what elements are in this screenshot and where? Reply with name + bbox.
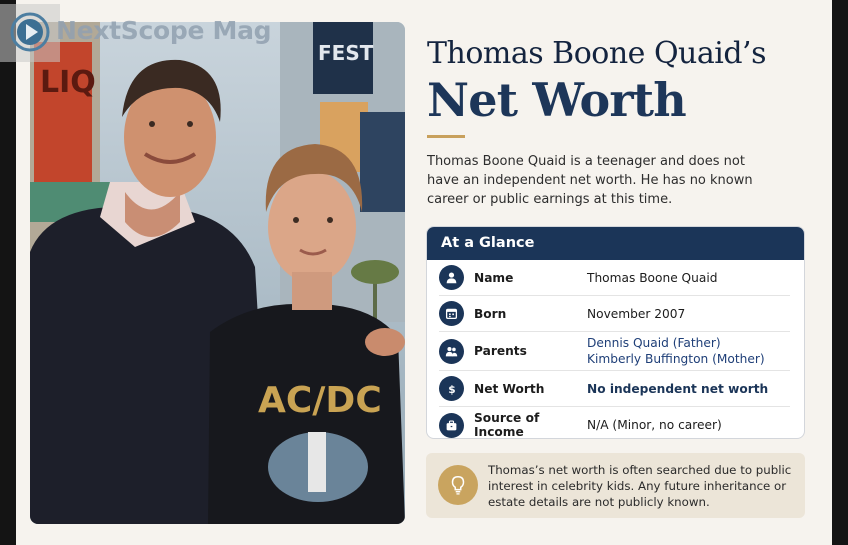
shirt-print-text: AC/DC [258, 380, 382, 421]
row-value: November 2007 [587, 306, 686, 321]
info-note [426, 453, 805, 518]
site-logo[interactable] [0, 2, 280, 60]
calendar-icon [439, 301, 464, 326]
lightbulb-icon [438, 465, 478, 505]
glance-row-born [439, 296, 790, 332]
row-value: N/A (Minor, no career) [587, 418, 722, 432]
glance-title: At a Glance [427, 227, 804, 260]
briefcase-icon [439, 413, 464, 438]
logo-text: NextScope Mag [56, 16, 272, 45]
row-label: Parents [474, 344, 527, 358]
page-title [427, 36, 807, 128]
parent-father[interactable]: Dennis Quaid (Father) [587, 336, 721, 350]
intro-paragraph: Thomas Boone Quaid is a teenager and does not have an independent net worth. He has no known career or public earnings at this time. [427, 154, 753, 207]
at-a-glance-panel [426, 226, 805, 439]
dollar-icon [439, 376, 464, 401]
glance-rows [427, 260, 804, 439]
glance-row-parents [439, 332, 790, 371]
liq-sign-text: LIQ [40, 65, 96, 100]
row-value: Thomas Boone Quaid [587, 270, 718, 285]
glance-row-name [439, 260, 790, 296]
row-value [587, 335, 765, 367]
svg-text:$: $ [448, 383, 456, 395]
title-line-2: Net Worth [427, 73, 686, 127]
row-label: Name [474, 270, 514, 285]
glance-row-net-worth [439, 371, 790, 407]
title-line-1: Thomas Boone Quaid’s [427, 36, 766, 71]
glance-row-source-of-income [439, 407, 790, 439]
row-label: Source of Income [474, 411, 540, 439]
parents-icon [439, 339, 464, 364]
fest-sign-text: FEST [318, 41, 374, 65]
row-value: No independent net worth [587, 381, 769, 396]
person-icon [439, 265, 464, 290]
title-divider [427, 135, 465, 138]
play-circle-icon [10, 12, 50, 52]
note-text: Thomas’s net worth is often searched due to public interest in celebrity kids. Any future inheritance or estate details are not publicly known. [488, 463, 792, 509]
parent-mother[interactable]: Kimberly Buffington (Mother) [587, 352, 765, 366]
hero-photo [30, 22, 405, 524]
row-label: Net Worth [474, 381, 545, 396]
row-label: Born [474, 306, 507, 321]
